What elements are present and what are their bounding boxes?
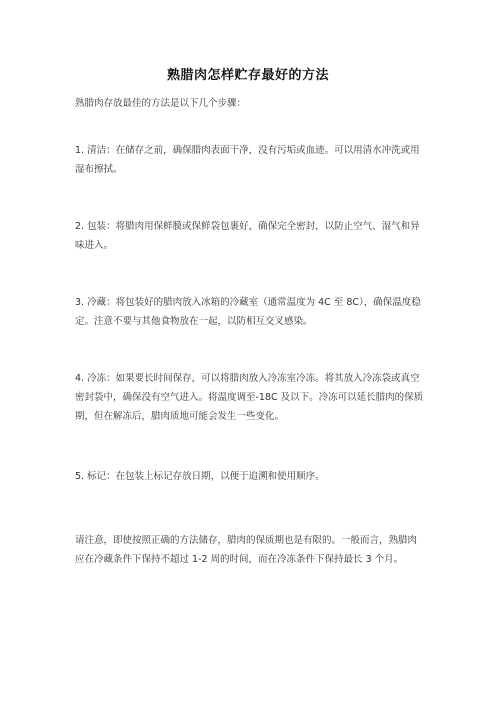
closing-note: 请注意，即使按照正确的方法储存，腊肉的保质期也是有限的。一般而言，熟腊肉应在冷藏条件下保持不超过 1-2 周的时间，而在冷冻条件下保持最长 3 个月。 <box>75 535 418 565</box>
step-refrigerate: 3. 冷藏：将包装好的腊肉放入冰箱的冷藏室（通常温度为 4C 至 8C），确保温度稳定。注意不要与其他食物放在一起，以防相互交叉感染。 <box>75 297 421 327</box>
document-title: 熟腊肉怎样贮存最好的方法 <box>166 68 329 83</box>
intro-line: 熟腊肉存放最佳的方法是以下几个步骤： <box>75 98 247 109</box>
step-label: 5. 标记：在包装上标记存放日期，以便于追溯和使用顺序。 <box>75 471 325 482</box>
step-package: 2. 包装：将腊肉用保鲜膜或保鲜袋包裹好，确保完全密封，以防止空气、湿气和异味进入。 <box>75 221 420 251</box>
step-freeze: 4. 冷冻：如果要长时间保存，可以将腊肉放入冷冻室冷冻。将其放入冷冻袋或真空密封袋中，确保没有空气进入。将温度调至-18C 及以下。冷冻可以延长腊肉的保质期，但在解冻后，腊肉质地可能会发生一些变化。 <box>75 373 424 422</box>
step-clean: 1. 清洁：在储存之前，确保腊肉表面干净，没有污垢或血迹。可以用清水冲洗或用湿布擦拭。 <box>75 145 420 175</box>
